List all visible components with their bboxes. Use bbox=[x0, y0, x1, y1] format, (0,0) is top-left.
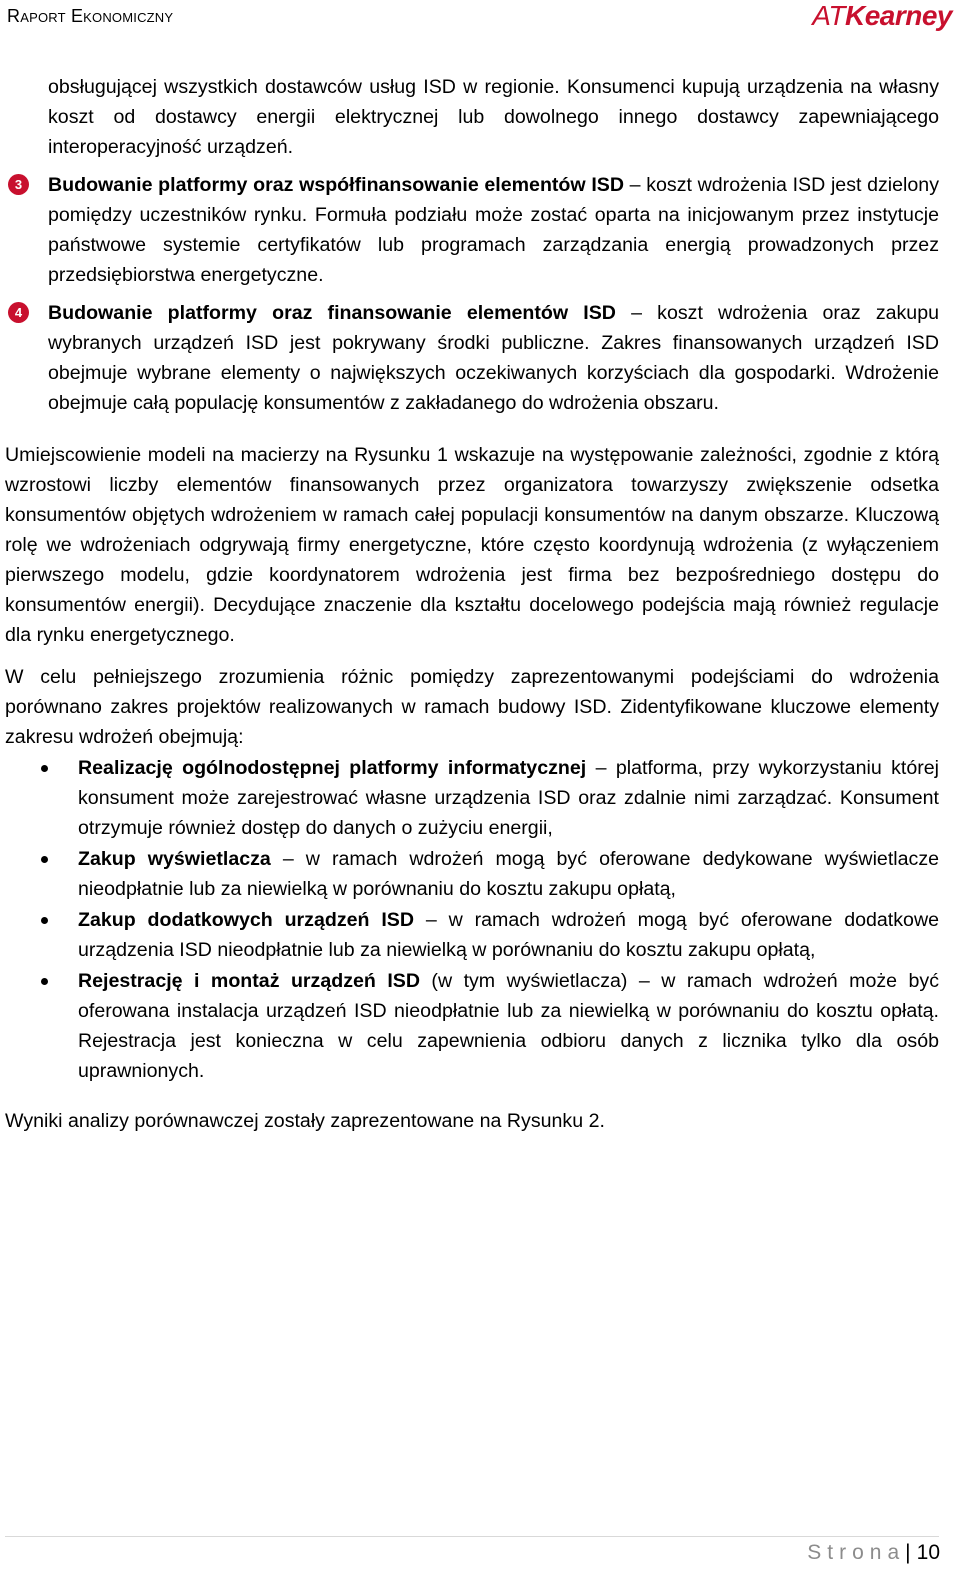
page-header bbox=[0, 0, 960, 40]
bullet-icon bbox=[41, 765, 48, 772]
logo-prefix: AT bbox=[812, 0, 845, 31]
model-item-4 bbox=[14, 298, 939, 418]
model-3-heading: Budowanie platformy oraz współfinansowanie elementów ISD bbox=[48, 174, 624, 196]
model-4-heading: Budowanie platformy oraz finansowanie elementów ISD bbox=[48, 302, 616, 324]
list-item bbox=[78, 905, 939, 965]
paragraph-results: Wyniki analizy porównawczej zostały zaprezentowane na Rysunku 2. bbox=[5, 1110, 605, 1132]
report-title: Raport Ekonomiczny bbox=[7, 6, 174, 26]
scope-bullet-list bbox=[0, 753, 960, 1086]
bullet-text: – w ramach wdrożeń mogą być oferowane dedykowane wyświetlacze nieodpłatnie lub za niewielką w porównaniu do kosztu zakupu opłatą, bbox=[78, 848, 940, 900]
bullet-icon bbox=[41, 856, 48, 863]
model-3-text: – koszt wdrożenia ISD jest dzielony pomiędzy uczestników rynku. Formuła podziału może zostać oparta na inicjowanym przez instytucje państwowe systemie certyfikatów lub programach zarządzania energią prowadzonych przez przedsiębiorstwa energetyczne. bbox=[48, 174, 939, 286]
bullet-text: – platforma, przy wykorzystaniu której konsument może zarejestrować własne urządzenia ISD oraz zdalnie nimi zarządzać. Konsument otrzymuje również dostęp do danych o zużyciu energii, bbox=[78, 757, 939, 839]
bullet-heading: Zakup dodatkowych urządzeń ISD bbox=[78, 909, 415, 931]
page-label: Strona bbox=[807, 1541, 906, 1564]
number-badge-3: 3 bbox=[8, 174, 29, 195]
page-number-footer bbox=[807, 1541, 940, 1565]
list-item bbox=[78, 966, 939, 1086]
bullet-heading: Rejestrację i montaż urządzeń ISD bbox=[78, 970, 420, 992]
bullet-text: – w ramach wdrożeń mogą być oferowane dodatkowe urządzenia ISD nieodpłatnie lub za niewielką w porównaniu do kosztu zakupu opłatą, bbox=[78, 909, 939, 961]
document-body bbox=[0, 72, 960, 1136]
page-number: 10 bbox=[916, 1541, 940, 1564]
model-item-3 bbox=[14, 170, 939, 290]
list-item bbox=[78, 753, 939, 843]
number-badge-4: 4 bbox=[8, 302, 29, 323]
bullet-heading: Realizację ogólnodostępnej platformy informatycznej bbox=[78, 757, 587, 779]
atkearney-logo bbox=[812, 0, 952, 32]
page-separator: | bbox=[905, 1541, 911, 1564]
model-4-text: – koszt wdrożenia oraz zakupu wybranych urządzeń ISD jest pokrywany środki publiczne. Zakres finansowanych urządzeń ISD obejmuje wybrane elementy o największych oczekiwanych korzyściach dla gospodarki. Wdrożenie obejmuje całą populację konsumentów z zakładanego do wdrożenia obszaru. bbox=[48, 302, 939, 414]
paragraph-matrix: Umiejscowienie modeli na macierzy na Rysunku 1 wskazuje na występowanie zależności, zgodnie z którą wzrostowi liczby elementów finansowanych przez organizatora towarzyszy zwiększenie odsetka konsumentów objętych wdrożeniem w ramach całej populacji konsumentów na danym obszarze. Kluczową rolę we wdrożeniach odgrywają firmy energetyczne, które często koordynują wdrożenia (z wyłączeniem pierwszego modelu, gdzie koordynatorem wdrożenia jest firma bez bezpośredniego dostępu do konsumentów energii). Decydujące znaczenie dla kształtu docelowego podejścia mają również regulacje dla rynku energetycznego. bbox=[5, 444, 939, 646]
bullet-heading: Zakup wyświetlacza bbox=[78, 848, 271, 870]
bullet-icon bbox=[41, 978, 48, 985]
bullet-icon bbox=[41, 917, 48, 924]
footer-divider bbox=[5, 1536, 939, 1537]
bullet-text: (w tym wyświetlacza) – w ramach wdrożeń może być oferowana instalacja urządzeń ISD nieodpłatnie lub za niewielką w porównaniu do kosztu opłatą. Rejestracja jest konieczna w celu zapewnienia odbioru danych z licznika tylko dla osób uprawnionych. bbox=[78, 970, 939, 1082]
intro-continuation: obsługującej wszystkich dostawców usług ISD w regionie. Konsumenci kupują urządzenia na własny koszt od dostawcy energii elektrycznej lub dowolnego innego dostawcy zapewniającego interoperacyjność urządzeń. bbox=[48, 76, 939, 158]
paragraph-scope: W celu pełniejszego zrozumienia różnic pomiędzy zaprezentowanymi podejściami do wdrożenia porównano zakres projektów realizowanych w ramach budowy ISD. Zidentyfikowane kluczowe elementy zakresu wdrożeń obejmują: bbox=[5, 666, 939, 748]
logo-main: Kearney bbox=[844, 0, 952, 31]
list-item bbox=[78, 844, 939, 904]
